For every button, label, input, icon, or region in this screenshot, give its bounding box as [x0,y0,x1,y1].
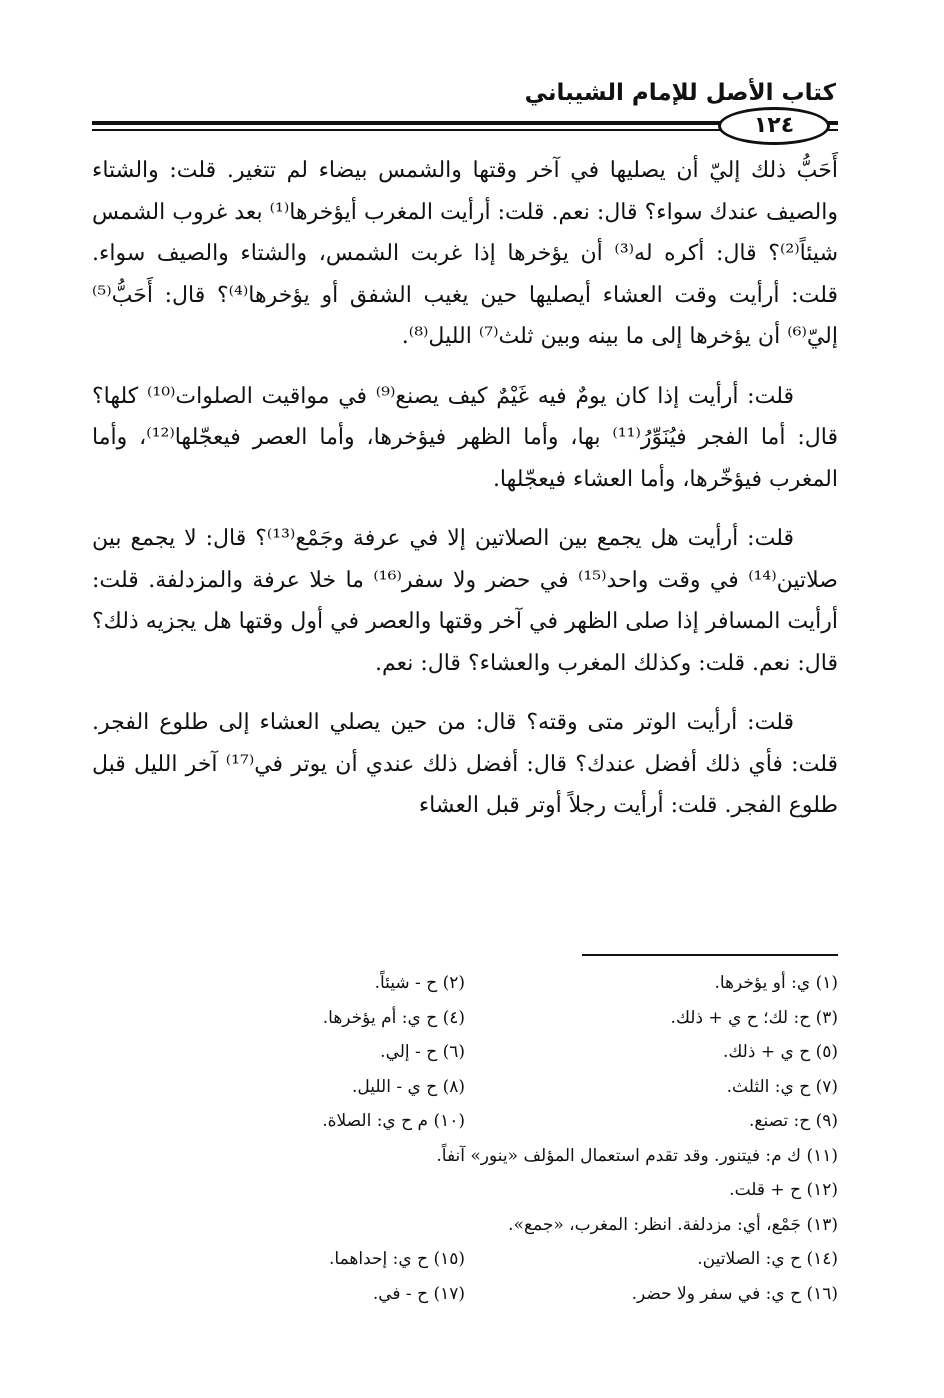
footnote: (٩) ح: تصنع. [749,1111,838,1131]
footnote: (٦) ح - إلي. [380,1042,465,1062]
footnote-row [92,1242,838,1277]
main-text [92,150,838,827]
footnote-row [92,1035,838,1070]
footnote: (٧) ح ي: الثلث. [726,1076,838,1097]
book-title: كتاب الأصل للإمام الشيباني [524,80,836,106]
footnote: (٥) ح ي + ذلك. [722,1042,838,1062]
paragraph: قلت: أرأيت الوتر متى وقته؟ قال: من حين يصلي العشاء إلى طلوع الفجر. قلت: فأي ذلك أفضل عندك؟ قال: أفضل ذلك عندي أن يوتر في⁽¹⁷⁾ آخر الليل قبل طلوع الفجر. قلت: أرأيت رجلاً أوتر قبل العشاء [92,710,838,818]
footnote: (١٥) ح ي: إحداهما. [328,1249,465,1269]
footnote-row [92,1070,838,1105]
footnote: (١٦) ح ي: في سفر ولا حضر. [631,1283,838,1304]
paragraph: قلت: أرأيت إذا كان يومٌ فيه غَيْمٌ كيف يصنع⁽⁹⁾ في مواقيت الصلوات⁽¹⁰⁾ كلها؟ قال: أما الفجر فيُنَوِّرُ⁽¹¹⁾ بها، وأما الظهر فيؤخرها، وأما العصر فيعجّلها⁽¹²⁾، وأما المغرب فيؤخّرها، وأما العشاء فيعجّلها. [92,383,838,492]
paragraph: قلت: أرأيت هل يجمع بين الصلاتين إلا في عرفة وجَمْع⁽¹³⁾؟ قال: لا يجمع بين صلاتين⁽¹⁴⁾ في وقت واحد⁽¹⁵⁾ في حضر ولا سفر⁽¹⁶⁾ ما خلا عرفة والمزدلفة. قلت: أرأيت المسافر إذا صلى الظهر في آخر وقتها والعصر في أول وقتها هل يجزيه ذلك؟ قال: نعم. قلت: وكذلك المغرب والعشاء؟ قال: نعم. [92,526,838,676]
footnote-row [92,1139,838,1174]
footnote-row [92,966,838,1001]
footnote-row [92,1001,838,1036]
footnote: (١١) ك م: فيتنور. وقد تقدم استعمال المؤلف «ينور» آنفاً. [436,1145,838,1166]
footnote-row [92,1208,838,1243]
page-number: ١٢٤ [718,107,830,145]
footnote-separator [582,954,838,956]
footnote: (١٢) ح + قلت. [729,1180,838,1200]
footnote: (٢) ح - شيئاً. [374,973,465,993]
footnote: (١٤) ح ي: الصلاتين. [697,1249,838,1269]
footnote-row [92,1277,838,1312]
footnote-row [92,1173,838,1208]
footnotes [92,966,838,1311]
footnote: (١٠) م ح ي: الصلاة. [322,1111,465,1131]
footnote: (٨) ح ي - الليل. [352,1076,465,1097]
footnote: (١٣) جَمْع، أي: مزدلفة. انظر: المغرب، «جمع». [508,1214,838,1235]
footnote: (١) ي: أو يؤخرها. [714,973,838,993]
footnote: (٣) ح: لك؛ ح ي + ذلك. [670,1007,838,1028]
footnote-row [92,1104,838,1139]
paragraph: أَحَبُّ ذلك إليّ أن يصليها في آخر وقتها والشمس بيضاء لم تتغير. قلت: والشتاء والصيف عندك سواء؟ قال: نعم. قلت: أرأيت المغرب أيؤخرها⁽¹⁾ بعد غروب الشمس شيئاً⁽²⁾؟ قال: أكره له⁽³⁾ أن يؤخرها إذا غربت الشمس، والشتاء والصيف سواء. قلت: أرأيت وقت العشاء أيصليها حين يغيب الشفق أو يؤخرها⁽⁴⁾؟ قال: أَحَبُّ⁽⁵⁾ إليّ⁽⁶⁾ أن يؤخرها إلى ما بينه وبين ثلث⁽⁷⁾ الليل⁽⁸⁾. [92,158,839,349]
footnote: (١٧) ح - في. [372,1283,465,1304]
footnote: (٤) ح ي: أم يؤخرها. [322,1007,465,1028]
